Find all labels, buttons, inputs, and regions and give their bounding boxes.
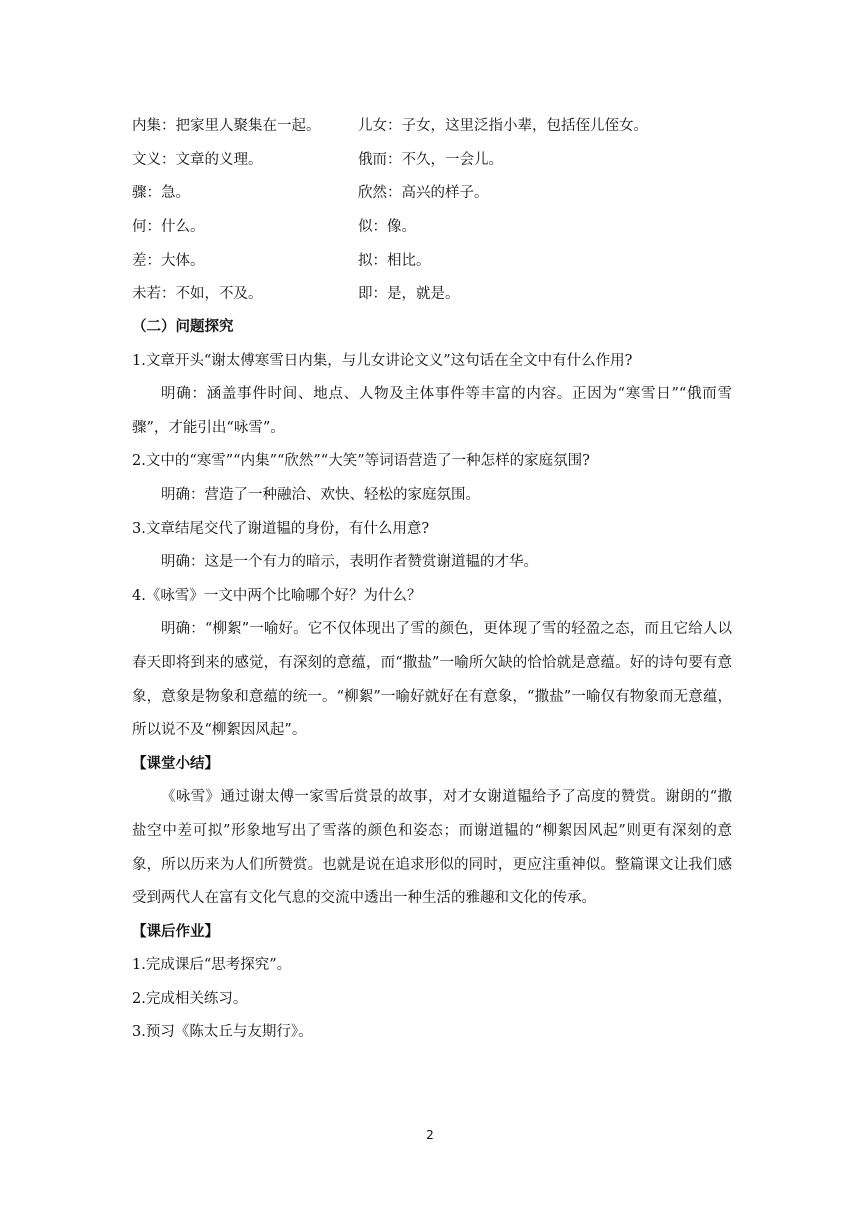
vocab-entry: 欣然：高兴的样子。 [358,185,489,202]
homework-heading: 【课后作业】 [132,923,219,940]
section-heading: （二）问题探究 [132,319,234,335]
vocab-entry: 儿女：子女，这里泛指小辈，包括侄儿侄女。 [358,118,648,135]
vocab-entry: 内集：把家里人聚集在一起。 [132,118,321,135]
page-number: 2 [426,1128,434,1142]
vocab-entry: 未若：不如，不及。 [132,286,263,303]
vocab-row [132,209,752,243]
answer-1: 明确：涵盖事件时间、地点、人物及主体事件等丰富的内容。正因为“寒雪日”“俄而雪骤”，才能引出“咏雪”。 [132,386,732,436]
main-content [132,311,732,1050]
vocab-entry: 差：大体。 [132,252,205,269]
question-3: 3.文章结尾交代了谢道韫的身份，有什么用意? [132,520,430,537]
vocab-entry: 何：什么。 [132,219,205,236]
vocab-entry: 似：像。 [358,219,416,236]
homework-item: 3.预习《陈太丘与友期行》。 [132,1024,313,1041]
vocab-entry: 俄而：不久，一会儿。 [358,151,503,168]
vocab-list [132,108,752,310]
summary-text: 《咏雪》通过谢太傅一家雪后赏景的故事，对才女谢道韫给予了高度的赞赏。谢朗的“撒盐空中差可拟”形象地写出了雪落的颜色和姿态；而谢道韫的“柳絮因风起”则更有深刻的意象，所以历来为人们所赞赏。也就是说在追求形似的同时，更应注重神似。整篇课文让我们感受到两代人在富有文化气息的交流中透出一种生活的雅趣和文化的传承。 [132,789,732,907]
summary-heading: 【课堂小结】 [132,755,219,772]
answer-2: 明确：营造了一种融洽、欢快、轻松的家庭氛围。 [161,486,480,503]
answer-4: 明确：“柳絮”一喻好。它不仅体现出了雪的颜色，更体现了雪的轻盈之态，而且它给人以春天即将到来的感觉，有深刻的意蕴，而“撒盐”一喻所欠缺的恰恰就是意蕴。好的诗句要有意象，意象是物象和意蕴的统一。“柳絮”一喻好就好在有意象，“撒盐”一喻仅有物象而无意蕴，所以说不及“柳絮因风起”。 [132,621,732,739]
vocab-entry: 即：是，就是。 [358,286,460,303]
vocab-row [132,276,752,310]
homework-item: 2.完成相关练习。 [132,990,248,1007]
vocab-row [132,108,752,142]
question-4: 4.《咏雪》一文中两个比喻哪个好？为什么？ [132,587,422,604]
homework-item: 1.完成课后“思考探究”。 [132,957,292,974]
vocab-entry: 骤：急。 [132,185,190,202]
answer-3: 明确：这是一个有力的暗示，表明作者赞赏谢道韫的才华。 [161,554,538,571]
vocab-row [132,175,752,209]
vocab-row [132,142,752,176]
vocab-row [132,242,752,276]
question-2: 2.文中的“寒雪”“内集”“欣然”“大笑”等词语营造了一种怎样的家庭氛围? [132,453,590,470]
question-1: 1.文章开头“谢太傅寒雪日内集，与儿女讲论文义”这句话在全文中有什么作用? [132,352,633,369]
vocab-entry: 拟：相比。 [358,252,431,269]
vocab-entry: 文义：文章的义理。 [132,151,263,168]
